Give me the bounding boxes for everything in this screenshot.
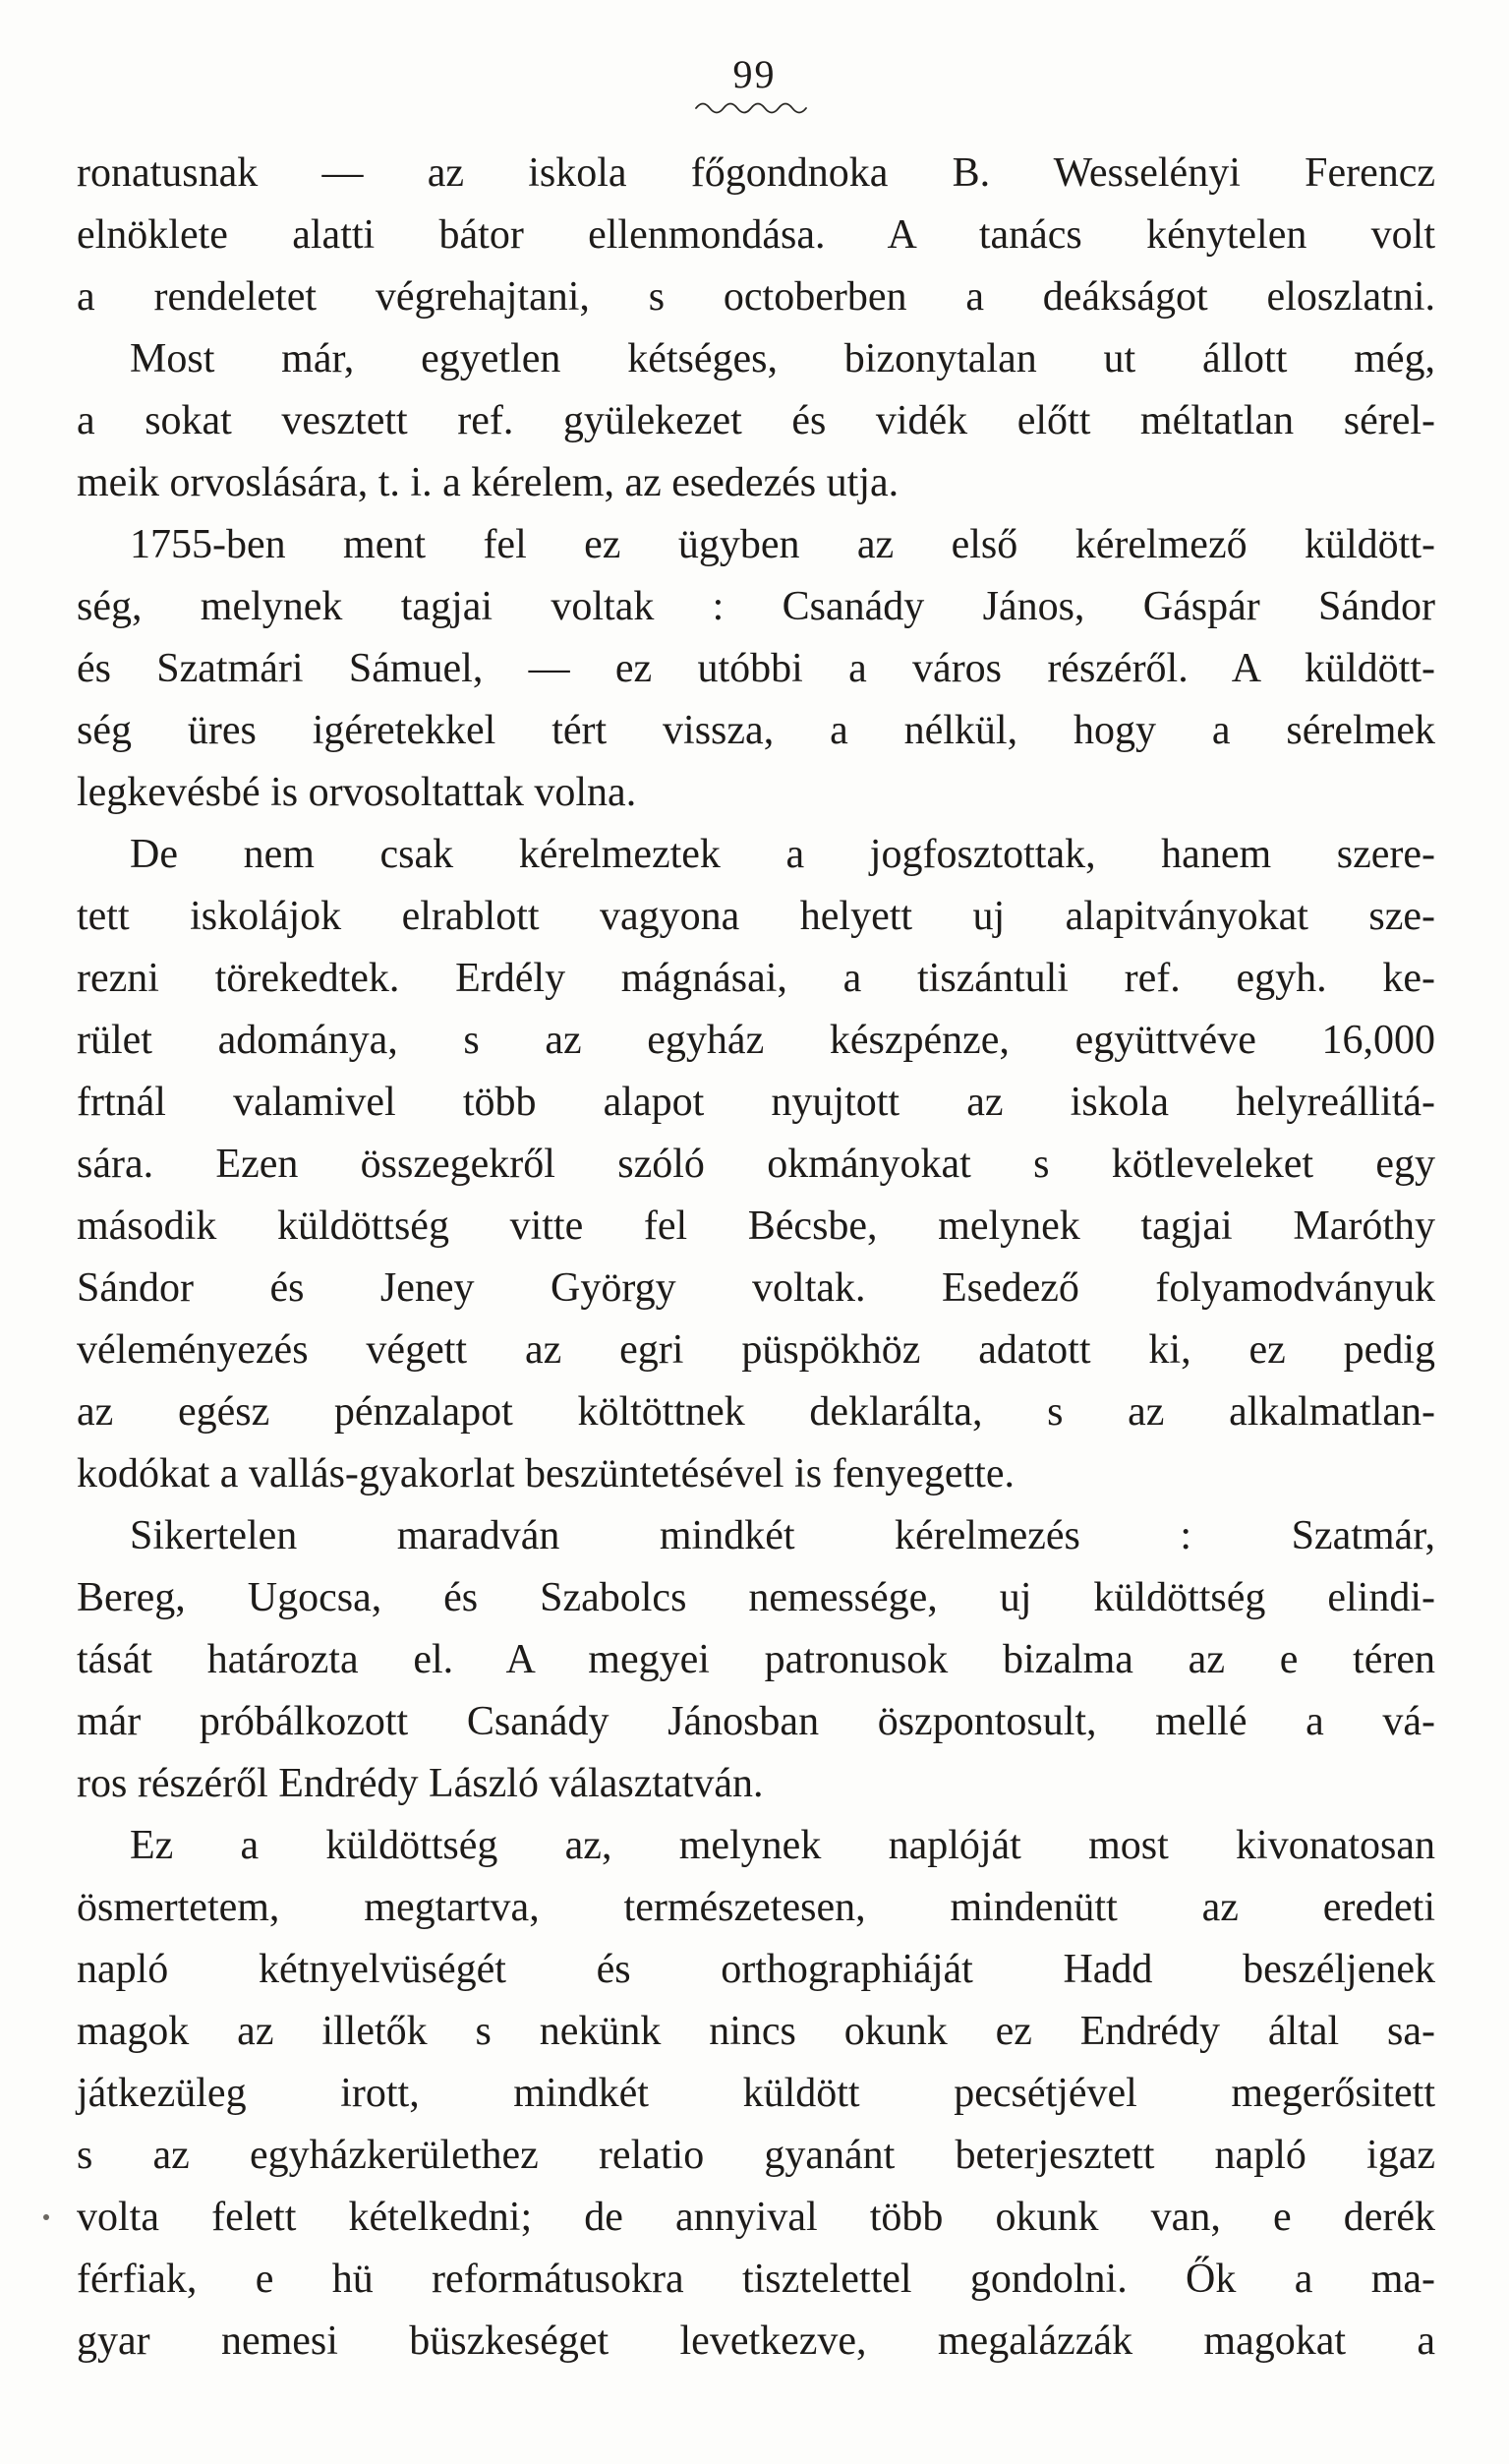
text-line: Sikertelen maradván mindkét kérelmezés : Szatmár, [130,1513,1435,1558]
body-text [77,143,1435,2373]
text-line: már próbálkozott Csanády Jánosban öszpontosult, mellé a vá- [77,1699,1435,1744]
paragraph [77,514,1435,824]
text-line: ség üres igéretekkel tért vissza, a nélkül, hogy a sérelmek [77,708,1435,753]
text-line: meik orvoslására, t. i. a kérelem, az esedezés utja. [77,460,900,505]
text-line: 1755-ben ment fel ez ügyben az első kérelmező küldött- [130,522,1435,567]
text-line: Most már, egyetlen kétséges, bizonytalan ut állott még, [130,336,1435,381]
text-line: ronatusnak — az iskola főgondnoka B. Wesselényi Ferencz [77,150,1435,196]
text-line: ség, melynek tagjai voltak : Csanády János, Gáspár Sándor [77,584,1435,629]
text-line: és Szatmári Sámuel, — ez utóbbi a város részéről. A küldött- [77,646,1435,691]
paragraph [77,1815,1435,2373]
text-line: ösmertetem, megtartva, természetesen, mindenütt az eredeti [77,1885,1435,1930]
text-line: elnöklete alatti bátor ellenmondása. A tanács kénytelen volt [77,212,1435,258]
text-line: magok az illetők s nekünk nincs okunk ez Endrédy által sa- [77,2009,1435,2054]
text-line: gyar nemesi büszkeséget levetkezve, megalázzák magokat a [77,2318,1435,2364]
text-line: legkevésbé is orvosoltattak volna. [77,770,637,815]
text-line: napló kétnyelvüségét és orthographiáját Hadd beszéljenek [77,1947,1435,1992]
paragraph [77,824,1435,1505]
page-number: 99 [732,52,777,96]
ink-speck [43,2214,49,2220]
paragraph [77,143,1435,328]
text-line: volta felett kételkedni; de annyival több okunk van, e derék [77,2195,1435,2240]
text-line: s az egyházkerülethez relatio gyanánt beterjesztett napló igaz [77,2133,1435,2178]
text-line: véleményezés végett az egri püspökhöz adatott ki, ez pedig [77,1327,1435,1373]
page-header [0,0,1509,115]
text-line: rület adománya, s az egyház készpénze, együttvéve 16,000 [77,1018,1435,1063]
text-line: sára. Ezen összegekről szóló okmányokat s kötleveleket egy [77,1142,1435,1187]
text-line: Bereg, Ugocsa, és Szabolcs nemessége, uj küldöttség elindi- [77,1575,1435,1620]
text-line: tását határozta el. A megyei patronusok bizalma az e téren [77,1637,1435,1682]
text-line: Ez a küldöttség az, melynek naplóját most kivonatosan [130,1823,1435,1868]
text-line: játkezüleg irott, mindkét küldött pecsétjével megerősitett [77,2071,1435,2116]
text-line: frtnál valamivel több alapot nyujtott az iskola helyreállitá- [77,1080,1435,1125]
text-line: a sokat vesztett ref. gyülekezet és vidék előtt méltatlan sérel- [77,398,1435,443]
paragraph [77,1505,1435,1815]
squiggle-ornament-icon [693,99,817,115]
text-line: második küldöttség vitte fel Bécsbe, melynek tagjai Maróthy [77,1203,1435,1249]
text-line: kodókat a vallás-gyakorlat beszüntetésével is fenyegette. [77,1451,1015,1496]
paragraph [77,328,1435,514]
text-line: férfiak, e hü reformátusokra tisztelettel gondolni. Ők a ma- [77,2257,1435,2302]
text-line: tett iskolájok elrablott vagyona helyett uj alapitványokat sze- [77,894,1435,939]
text-line: rezni törekedtek. Erdély mágnásai, a tiszántuli ref. egyh. ke- [77,956,1435,1001]
text-line: az egész pénzalapot költöttnek deklarálta, s az alkalmatlan- [77,1389,1435,1435]
text-line: a rendeletet végrehajtani, s octoberben a deákságot eloszlatni. [77,274,1435,320]
text-line: De nem csak kérelmeztek a jogfosztottak, hanem szere- [130,832,1435,877]
text-line: Sándor és Jeney György voltak. Esedező folyamodványuk [77,1265,1435,1311]
text-line: ros részéről Endrédy László választatván. [77,1761,764,1806]
